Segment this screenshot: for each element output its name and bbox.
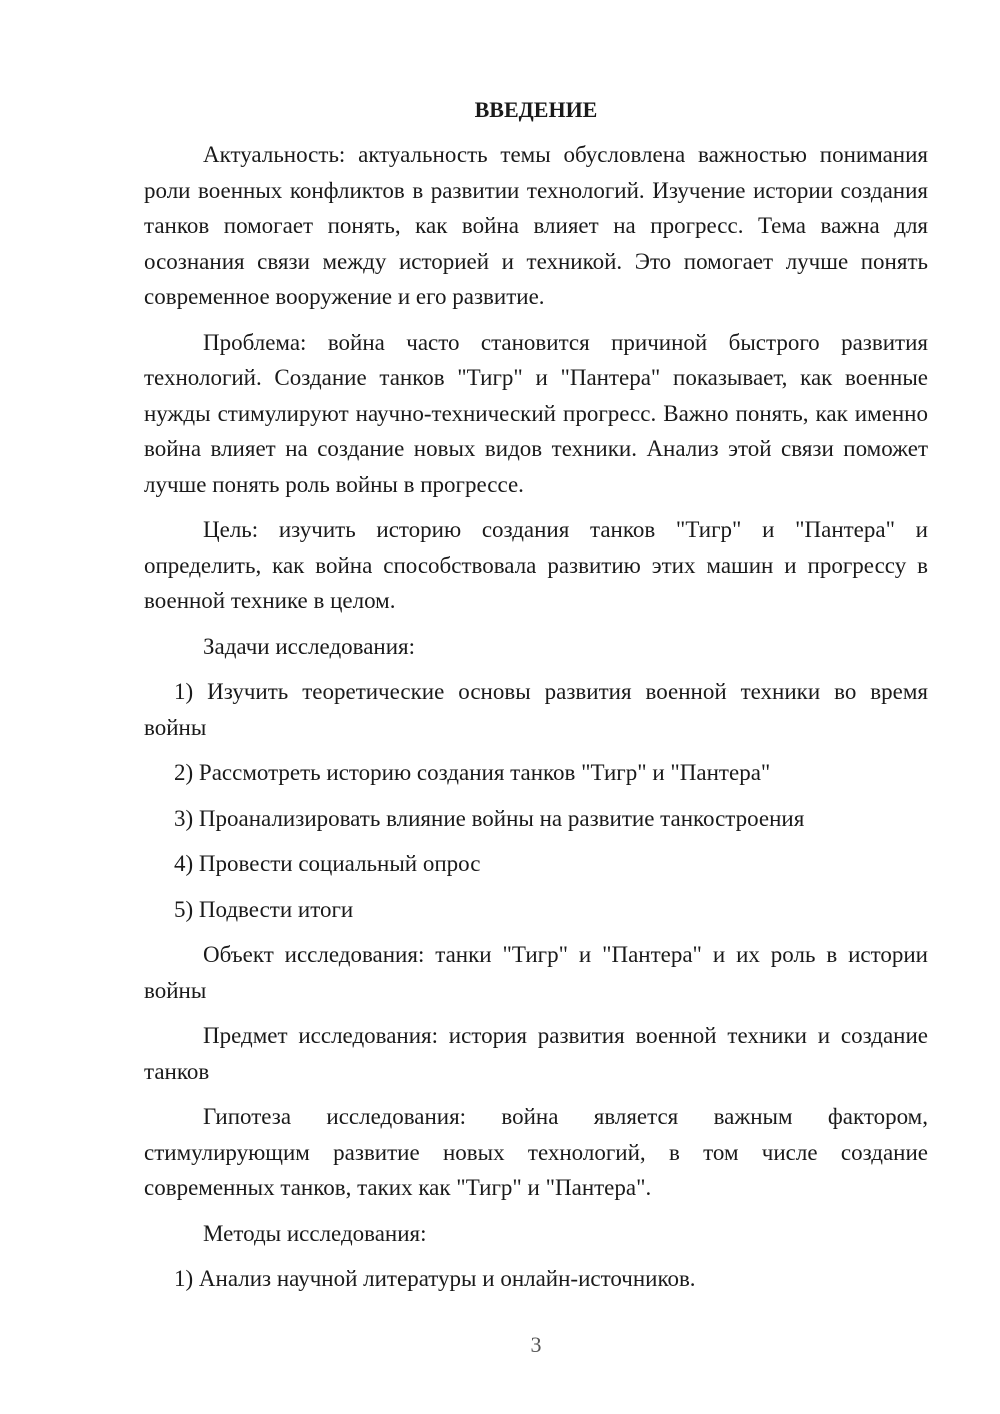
goal-paragraph: Цель: изучить историю создания танков "Тигр" и "Пантера" и определить, как война способствовала развитию этих машин и прогрессу в военной технике в целом.: [144, 517, 928, 613]
page-content: [144, 95, 928, 1307]
hypothesis-paragraph: Гипотеза исследования: война является важным фактором, стимулирующим развитие новых технологий, в том числе создание современных танков, таких как "Тигр" и "Пантера".: [144, 1104, 928, 1200]
task-item: 3) Проанализировать влияние войны на развитие танкостроения: [174, 805, 805, 831]
tasks-list: [144, 674, 928, 927]
methods-label: Методы исследования:: [203, 1220, 427, 1246]
object-paragraph: Объект исследования: танки "Тигр" и "Пантера" и их роль в истории войны: [144, 942, 928, 1003]
methods-list: [144, 1261, 928, 1297]
task-item: 4) Провести социальный опрос: [174, 851, 481, 876]
method-item: 1) Анализ научной литературы и онлайн-источников.: [174, 1266, 696, 1291]
page-number: 3: [530, 1332, 542, 1357]
relevance-paragraph: Актуальность: актуальность темы обусловлена важностью понимания роли военных конфликтов в развитии технологий. Изучение истории создания танков помогает понять, как война влияет на прогресс. Тема важна для осознания связи между историей и техникой. Это помогает лучше понять современное вооружение и его развитие.: [144, 142, 928, 309]
subject-paragraph: Предмет исследования: история развития военной техники и создание танков: [144, 1023, 928, 1084]
problem-paragraph: Проблема: война часто становится причиной быстрого развития технологий. Создание танков "Тигр" и "Пантера" показывает, как военные нужды стимулируют научно-технический прогресс. Важно понять, как именно война влияет на создание новых видов техники. Анализ этой связи поможет лучше понять роль войны в прогрессе.: [144, 329, 928, 497]
tasks-label: Задачи исследования:: [203, 633, 416, 659]
page-title: ВВЕДЕНИЕ: [474, 97, 598, 122]
task-item: 2) Рассмотреть историю создания танков "Тигр" и "Пантера": [174, 760, 771, 785]
task-item: 5) Подвести итоги: [174, 896, 354, 922]
task-item: 1) Изучить теоретические основы развития военной техники во время войны: [144, 679, 928, 740]
